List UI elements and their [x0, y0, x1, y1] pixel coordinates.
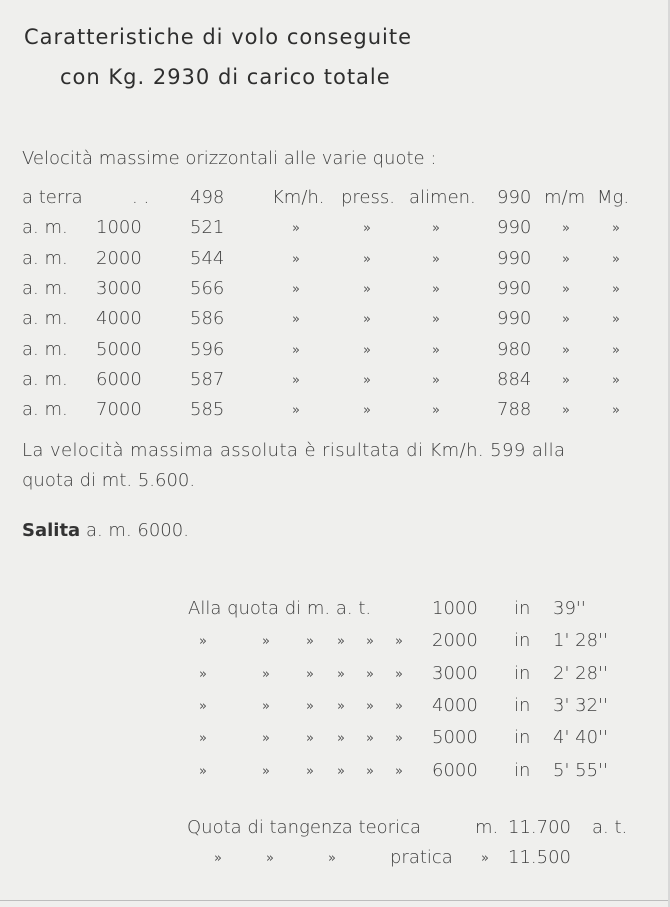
climb-row-ditto: »	[337, 763, 345, 779]
climb-row-ditto: »	[262, 666, 270, 682]
climb-row-in: in	[514, 759, 531, 781]
speed-cell-u1: »	[562, 221, 570, 237]
climb-row-quota: 4000	[432, 694, 478, 716]
climb-row-ditto: »	[306, 666, 314, 682]
speed-cell-alt: a. m.	[22, 247, 68, 269]
ceiling-line-1-label: Quota di tangenza teorica	[187, 817, 421, 838]
climb-row-ditto: »	[395, 731, 403, 747]
climb-row-time: 2' 28''	[553, 662, 608, 684]
speed-cell-alt: a. m.	[22, 277, 68, 299]
ceiling-line-2-ditto-1: »	[214, 851, 222, 866]
speed-cell-p3: »	[432, 281, 440, 297]
speed-cell-speed: 587	[190, 368, 225, 390]
speed-cell-quota: 2000	[96, 247, 142, 269]
speed-cell-quota: 5000	[96, 338, 142, 360]
speed-cell-speed: 585	[190, 399, 225, 421]
climb-row-time: 1' 28''	[553, 630, 608, 652]
speed-cell-speed: 544	[190, 247, 225, 269]
speed-cell-p1: »	[292, 312, 300, 328]
speed-cell-p3: »	[432, 372, 440, 388]
climb-row-ditto: »	[262, 698, 270, 714]
speed-cell-p2: press.	[341, 187, 395, 208]
climb-row-ditto: »	[337, 698, 345, 714]
climb-row-quota: 2000	[432, 630, 478, 652]
speed-cell-u2: »	[612, 312, 620, 328]
climb-row-ditto: »	[199, 763, 207, 779]
ceiling-line-1-unit: m.	[475, 817, 499, 838]
speed-cell-quota: 4000	[96, 308, 142, 330]
climb-row-ditto: »	[199, 698, 207, 714]
speed-cell-press: 990	[497, 277, 532, 299]
speed-cell-u2: »	[612, 221, 620, 237]
speeds-intro: Velocità massime orizzontali alle varie quote :	[22, 148, 437, 169]
speed-cell-p1: »	[292, 251, 300, 267]
climb-row-ditto: »	[337, 731, 345, 747]
speed-cell-alt: a terra	[22, 187, 83, 208]
climb-row-ditto: »	[395, 763, 403, 779]
climb-row-ditto: »	[366, 698, 374, 714]
climb-row-ditto: »	[306, 698, 314, 714]
speed-cell-alt: a. m.	[22, 368, 68, 390]
climb-row-ditto: »	[199, 731, 207, 747]
climb-row-label: Alla quota di m. a. t.	[188, 598, 372, 619]
climb-row-time: 4' 40''	[553, 727, 608, 749]
bottom-rule	[0, 900, 670, 901]
speed-cell-u1: »	[562, 251, 570, 267]
speed-cell-dots: . .	[132, 187, 150, 208]
speed-cell-quota: 6000	[96, 368, 142, 390]
speed-cell-p2: »	[363, 312, 371, 328]
speed-cell-press: 884	[497, 368, 532, 390]
ceiling-line-2-ditto-3: »	[328, 851, 336, 866]
climb-row-ditto: »	[337, 666, 345, 682]
speed-cell-p1: »	[292, 403, 300, 419]
speed-cell-alt: a. m.	[22, 399, 68, 421]
climb-row-in: in	[514, 630, 531, 652]
climb-row-in: in	[514, 662, 531, 684]
ceiling-line-1-value: 11.700	[508, 817, 571, 838]
speed-cell-u1: »	[562, 372, 570, 388]
speed-cell-alt: a. m.	[22, 217, 68, 239]
climb-row-ditto: »	[306, 763, 314, 779]
speed-cell-p2: »	[363, 342, 371, 358]
speed-cell-speed: 596	[190, 338, 225, 360]
climb-row-ditto: »	[262, 634, 270, 650]
speed-cell-press: 788	[497, 399, 532, 421]
speed-cell-p3: »	[432, 403, 440, 419]
ceiling-line-2-ditto-2: »	[266, 851, 274, 866]
speed-cell-u2: »	[612, 251, 620, 267]
absolute-speed-line-1: La velocità massima assoluta è risultata di Km/h. 599 alla	[22, 440, 566, 461]
speed-cell-u1: »	[562, 281, 570, 297]
speed-cell-speed: 566	[190, 277, 225, 299]
ceiling-line-2-label: pratica	[390, 847, 453, 868]
speed-cell-u1: »	[562, 342, 570, 358]
speed-cell-press: 990	[497, 247, 532, 269]
climb-row-ditto: »	[262, 763, 270, 779]
climb-row-quota: 5000	[432, 727, 478, 749]
speed-cell-p3: »	[432, 251, 440, 267]
speed-cell-p2: »	[363, 372, 371, 388]
climb-row-ditto: »	[306, 634, 314, 650]
climb-row-ditto: »	[306, 731, 314, 747]
speed-cell-quota: 3000	[96, 277, 142, 299]
climb-row-ditto: »	[395, 634, 403, 650]
climb-heading-rest: a. m. 6000.	[85, 520, 189, 541]
speed-cell-alt: a. m.	[22, 338, 68, 360]
climb-heading	[22, 522, 189, 540]
speed-cell-u1: m/m	[544, 187, 586, 208]
ceiling-line-1-suffix: a. t.	[592, 817, 628, 838]
speed-cell-p1: »	[292, 342, 300, 358]
climb-row-time: 5' 55''	[553, 759, 608, 781]
climb-row-ditto: »	[337, 634, 345, 650]
speed-cell-alt: a. m.	[22, 308, 68, 330]
climb-row-quota: 1000	[432, 598, 478, 619]
climb-row-in: in	[514, 694, 531, 716]
ceiling-line-2-value: 11.500	[508, 847, 571, 868]
absolute-speed-line-2: quota di mt. 5.600.	[22, 470, 196, 491]
speed-cell-p2: »	[363, 221, 371, 237]
speed-cell-quota: 1000	[96, 217, 142, 239]
speed-cell-p2: »	[363, 281, 371, 297]
speed-cell-u1: »	[562, 312, 570, 328]
title-line-2: con Kg. 2930 di carico totale	[60, 65, 391, 89]
speed-cell-speed: 498	[190, 187, 225, 208]
climb-row-ditto: »	[199, 666, 207, 682]
climb-row-in: in	[514, 598, 531, 619]
climb-row-quota: 6000	[432, 759, 478, 781]
speed-cell-speed: 521	[190, 217, 225, 239]
climb-row-ditto: »	[395, 698, 403, 714]
speed-cell-speed: 586	[190, 308, 225, 330]
speed-cell-p2: »	[363, 403, 371, 419]
speed-cell-u2: »	[612, 372, 620, 388]
speed-cell-u2: »	[612, 281, 620, 297]
speed-cell-p1: »	[292, 221, 300, 237]
speed-cell-p1: »	[292, 281, 300, 297]
climb-heading-bold: Salita	[22, 520, 81, 541]
speed-cell-quota: 7000	[96, 399, 142, 421]
speed-cell-press: 980	[497, 338, 532, 360]
climb-row-ditto: »	[366, 731, 374, 747]
speed-cell-p2: »	[363, 251, 371, 267]
climb-row-quota: 3000	[432, 662, 478, 684]
speed-cell-u2: Mg.	[597, 187, 630, 208]
climb-row-ditto: »	[199, 634, 207, 650]
climb-row-time: 3' 32''	[553, 694, 608, 716]
climb-row-ditto: »	[366, 666, 374, 682]
climb-row-time: 39''	[553, 598, 586, 619]
speed-cell-p3: »	[432, 312, 440, 328]
speed-cell-u1: »	[562, 403, 570, 419]
speed-cell-press: 990	[497, 308, 532, 330]
climb-row-ditto: »	[262, 731, 270, 747]
speed-cell-p1: »	[292, 372, 300, 388]
climb-row-in: in	[514, 727, 531, 749]
speed-cell-p3: »	[432, 221, 440, 237]
speed-cell-p3: »	[432, 342, 440, 358]
ceiling-line-2-ditto-4: »	[481, 851, 489, 866]
title-line-1: Caratteristiche di volo conseguite	[24, 25, 413, 49]
climb-row-ditto: »	[395, 666, 403, 682]
speed-cell-press: 990	[497, 187, 532, 208]
speed-cell-p1: Km/h.	[272, 187, 325, 208]
speed-cell-press: 990	[497, 217, 532, 239]
climb-row-ditto: »	[366, 634, 374, 650]
speed-cell-u2: »	[612, 342, 620, 358]
speed-cell-u2: »	[612, 403, 620, 419]
climb-row-ditto: »	[366, 763, 374, 779]
speed-cell-p3: alimen.	[409, 187, 476, 208]
